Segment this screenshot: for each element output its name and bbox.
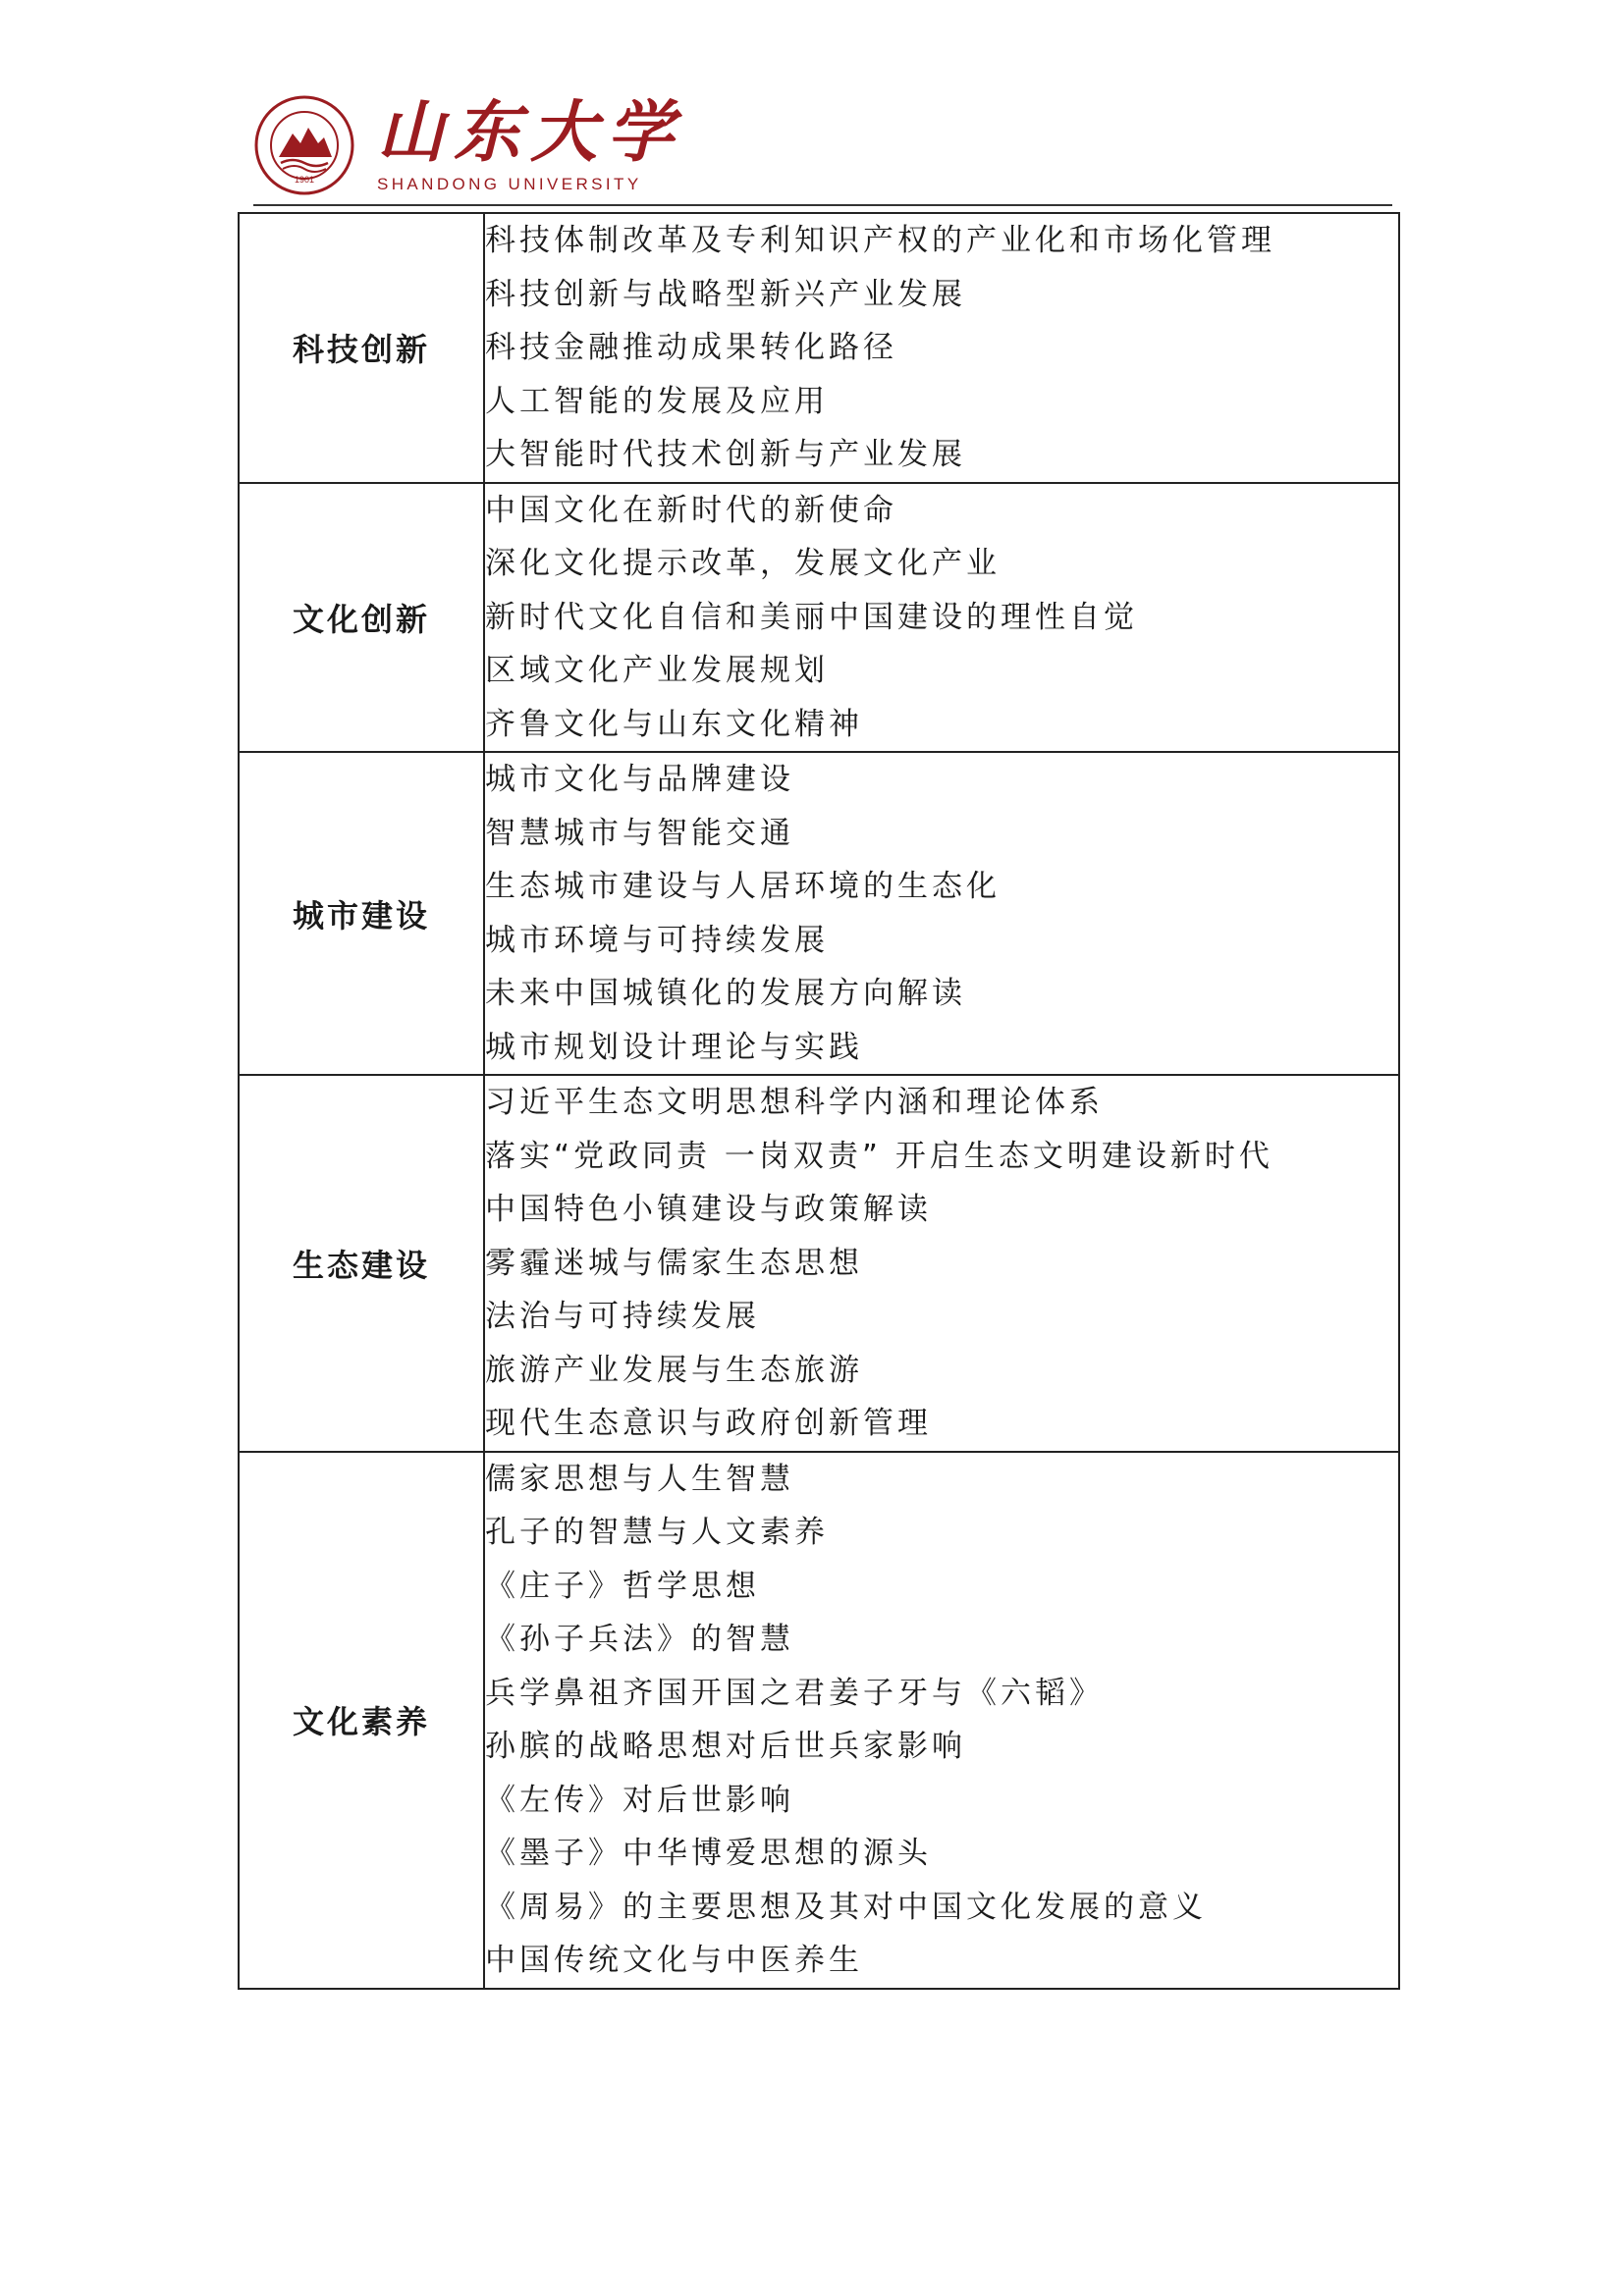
- table-row: [239, 213, 1399, 483]
- header-divider: [253, 204, 1392, 206]
- topic-item: 科技创新与战略型新兴产业发展: [485, 276, 966, 312]
- topic-item: 《墨子》中华博爱思想的源头: [485, 1836, 932, 1871]
- table-row: [239, 1452, 1399, 1989]
- topic-item: 区域文化产业发展规划: [485, 653, 829, 688]
- topic-item: 法治与可持续发展: [485, 1299, 760, 1334]
- topics-cell: [484, 752, 1399, 1075]
- topic-item: 现代生态意识与政府创新管理: [485, 1406, 932, 1441]
- topic-item: 儒家思想与人生智慧: [485, 1461, 794, 1497]
- topic-item: 雾霾迷城与儒家生态思想: [485, 1245, 863, 1281]
- category-cell: 文化创新: [239, 483, 484, 753]
- topic-item: 《周易》的主要思想及其对中国文化发展的意义: [485, 1889, 1207, 1925]
- topic-item: 城市文化与品牌建设: [485, 762, 794, 797]
- seal-year: 1901: [294, 175, 315, 185]
- topic-item: 未来中国城镇化的发展方向解读: [485, 976, 966, 1011]
- topic-item: 中国文化在新时代的新使命: [485, 492, 897, 528]
- topic-item: 孙膑的战略思想对后世兵家影响: [485, 1729, 966, 1764]
- table-row: [239, 1075, 1399, 1452]
- topic-item: 中国特色小镇建设与政策解读: [485, 1192, 932, 1227]
- category-cell: 城市建设: [239, 752, 484, 1075]
- topic-item: 旅游产业发展与生态旅游: [485, 1352, 863, 1388]
- category-cell: 文化素养: [239, 1452, 484, 1989]
- topic-item: 科技体制改革及专利知识产权的产业化和市场化管理: [485, 223, 1275, 258]
- topic-item: 习近平生态文明思想科学内涵和理论体系: [485, 1085, 1104, 1120]
- topics-table: [238, 212, 1400, 1990]
- topic-item: 《左传》对后世影响: [485, 1782, 794, 1818]
- topic-item: 深化文化提示改革，发展文化产业: [485, 546, 1001, 581]
- university-logo-english: SHANDONG UNIVERSITY: [377, 175, 642, 193]
- topic-item: 落实“党政同责 一岗双责” 开启生态文明建设新时代: [485, 1138, 1273, 1174]
- topic-item: 大智能时代技术创新与产业发展: [485, 437, 966, 472]
- topic-item: 兵学鼻祖齐国开国之君姜子牙与《六韬》: [485, 1675, 1104, 1711]
- category-cell: 生态建设: [239, 1075, 484, 1452]
- topic-item: 齐鲁文化与山东文化精神: [485, 706, 863, 742]
- topic-item: 《孙子兵法》的智慧: [485, 1622, 794, 1657]
- page-header: [253, 94, 1392, 204]
- topics-cell: [484, 1075, 1399, 1452]
- topic-item: 中国传统文化与中医养生: [485, 1943, 863, 1978]
- topic-item: 城市环境与可持续发展: [485, 922, 829, 958]
- topic-item: 智慧城市与智能交通: [485, 815, 794, 851]
- topic-item: 人工智能的发展及应用: [485, 383, 829, 419]
- university-seal-icon: [253, 94, 355, 196]
- topic-item: 孔子的智慧与人文素养: [485, 1515, 829, 1550]
- topic-item: 科技金融推动成果转化路径: [485, 330, 897, 365]
- table-row: [239, 483, 1399, 753]
- topic-item: 新时代文化自信和美丽中国建设的理性自觉: [485, 599, 1138, 635]
- university-logo-chinese: 山东大学: [377, 93, 684, 172]
- topic-item: 《庄子》哲学思想: [485, 1568, 760, 1604]
- topics-cell: [484, 1452, 1399, 1989]
- topic-item: 生态城市建设与人居环境的生态化: [485, 869, 1001, 904]
- category-cell: 科技创新: [239, 213, 484, 483]
- topic-item: 城市规划设计理论与实践: [485, 1029, 863, 1065]
- table-row: [239, 752, 1399, 1075]
- topics-cell: [484, 213, 1399, 483]
- topics-cell: [484, 483, 1399, 753]
